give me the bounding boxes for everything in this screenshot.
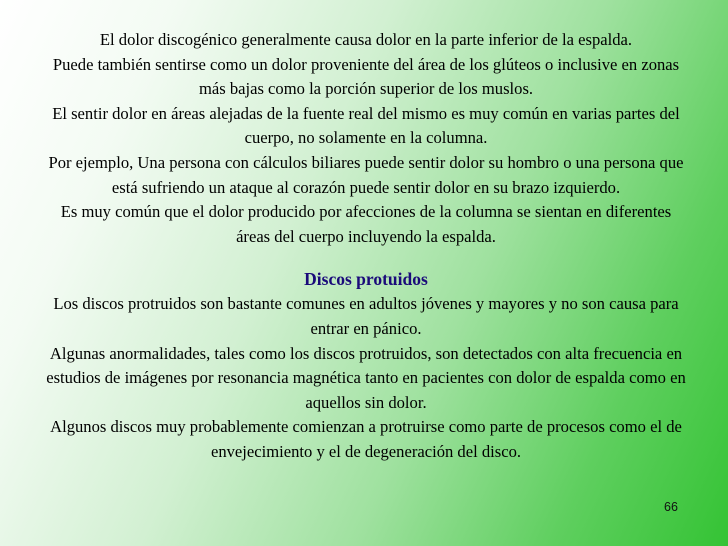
section-spacer <box>44 249 688 266</box>
slide-content <box>44 28 688 465</box>
paragraph-buttocks-thighs: Puede también sentirse como un dolor proveniente del área de los glúteos o inclusive en zonas más bajas como la porción superior de los muslos. <box>52 54 680 99</box>
paragraph-mri-findings: Algunas anormalidades, tales como los discos protruidos, son detectados con alta frecuencia en estudios de imágenes por resonancia magnética tanto en pacientes con dolor de espalda como en aquellos sin dolor. <box>46 343 686 412</box>
section-heading: Discos protuidos <box>304 269 428 290</box>
page-number: 66 <box>664 500 678 514</box>
paragraph-example: Por ejemplo, Una persona con cálculos biliares puede sentir dolor su hombro o una persona que está sufriendo un ataque al corazón puede sentir dolor en su brazo izquierdo. <box>48 152 684 197</box>
paragraph-spine-conditions: Es muy común que el dolor producido por afecciones de la columna se sientan en diferentes áreas del cuerpo incluyendo la espalda. <box>60 202 672 246</box>
paragraph-protruded-discs-common: Los discos protruidos son bastante comunes en adultos jóvenes y mayores y no son causa para entrar en pánico. <box>53 294 679 338</box>
paragraph-discogenic-pain: El dolor discogénico generalmente causa dolor en la parte inferior de la espalda. <box>99 30 633 49</box>
paragraph-degeneration: Algunos discos muy probablemente comienzan a protruirse como parte de procesos como el de envejecimiento y el de degeneración del disco. <box>50 417 682 461</box>
paragraph-referred-pain: El sentir dolor en áreas alejadas de la fuente real del mismo es muy común en varias partes del cuerpo, no solamente en la columna. <box>52 103 680 148</box>
